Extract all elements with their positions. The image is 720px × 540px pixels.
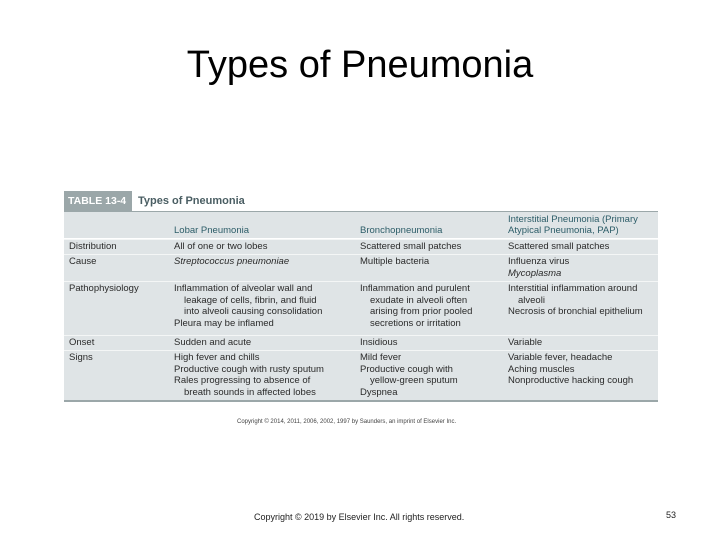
- row-label: Signs: [69, 352, 93, 363]
- cell-interstitial: [508, 256, 569, 279]
- cell-line: Rales progressing to absence of: [174, 375, 311, 387]
- column-header-broncho: Bronchopneumonia: [360, 225, 443, 236]
- cell-lobar: [174, 352, 324, 398]
- cell-broncho: [360, 283, 472, 329]
- cell-line: leakage of cells, fibrin, and fluid: [184, 294, 317, 306]
- column-header-interstitial: [508, 214, 638, 236]
- cell-line: Dyspnea: [360, 386, 398, 398]
- column-headers: [64, 212, 658, 239]
- cell-line: breath sounds in affected lobes: [184, 386, 316, 398]
- cell-interstitial: [508, 352, 633, 387]
- row-label: Distribution: [69, 241, 117, 252]
- cell-line: Variable fever, headache: [508, 352, 613, 363]
- cell-line: secretions or irritation: [370, 317, 461, 329]
- cell-line: Inflammation of alveolar wall and: [174, 283, 313, 294]
- table-row-pathophysiology: [64, 281, 658, 335]
- cell-line: Productive cough with: [360, 363, 453, 375]
- cell-line: Productive cough with rusty sputum: [174, 363, 324, 375]
- cell-line: Nonproductive hacking cough: [508, 375, 634, 387]
- column-header-interstitial-line2: Atypical Pneumonia, PAP): [508, 225, 619, 236]
- cell-lobar: All of one or two lobes: [174, 241, 268, 252]
- column-header-interstitial-line1: Interstitial Pneumonia (Primary: [508, 214, 638, 225]
- cell-lobar: Sudden and acute: [174, 337, 252, 348]
- table-header: [64, 191, 658, 212]
- cell-lobar: Streptococcus pneumoniae: [174, 256, 290, 267]
- slide-footer: Copyright © 2019 by Elsevier Inc. All rights reserved.: [254, 512, 465, 522]
- cell-line: Necrosis of bronchial epithelium: [508, 306, 643, 318]
- cell-line: arising from prior pooled: [370, 306, 473, 318]
- cell-line: Interstitial inflammation around: [508, 283, 638, 294]
- cell-interstitial: Scattered small patches: [508, 241, 610, 252]
- table-row-signs: [64, 350, 658, 400]
- slide-title: Types of Pneumonia: [186, 44, 534, 86]
- table-title: Types of Pneumonia: [138, 195, 245, 207]
- page-number: 53: [666, 510, 677, 520]
- cell-broncho: Insidious: [360, 337, 398, 348]
- pneumonia-table: [64, 191, 658, 402]
- cell-line: Mild fever: [360, 352, 402, 363]
- cell-line: Aching muscles: [508, 363, 575, 375]
- column-header-lobar: Lobar Pneumonia: [174, 225, 249, 236]
- table-row-cause: [64, 254, 658, 281]
- cell-broncho: Scattered small patches: [360, 241, 462, 252]
- table-number: TABLE 13-4: [64, 191, 132, 211]
- table-credit: Copyright © 2014, 2011, 2006, 2002, 1997 by Saunders, an imprint of Elsevier Inc.: [237, 419, 457, 425]
- row-label: Pathophysiology: [69, 283, 139, 294]
- cell-broncho: Multiple bacteria: [360, 256, 430, 267]
- cell-line: Mycoplasma: [508, 267, 562, 279]
- cell-lobar: [174, 283, 322, 329]
- cell-line: Pleura may be inflamed: [174, 317, 274, 329]
- cell-broncho: [360, 352, 458, 398]
- cell-line: High fever and chills: [174, 352, 260, 363]
- table-row-onset: [64, 335, 658, 350]
- table-bottom-rule: [64, 400, 658, 402]
- cell-interstitial: [508, 283, 643, 318]
- cell-line: Inflammation and purulent: [360, 283, 470, 294]
- cell-line: yellow-green sputum: [370, 375, 458, 387]
- row-label: Onset: [69, 337, 95, 348]
- cell-line: exudate in alveoli often: [370, 294, 468, 306]
- table-row-distribution: [64, 239, 658, 254]
- cell-line: alveoli: [518, 294, 545, 306]
- cell-line: into alveoli causing consolidation: [184, 306, 323, 318]
- cell-line: Influenza virus: [508, 256, 570, 267]
- row-label: Cause: [69, 256, 97, 267]
- cell-interstitial: Variable: [508, 337, 543, 348]
